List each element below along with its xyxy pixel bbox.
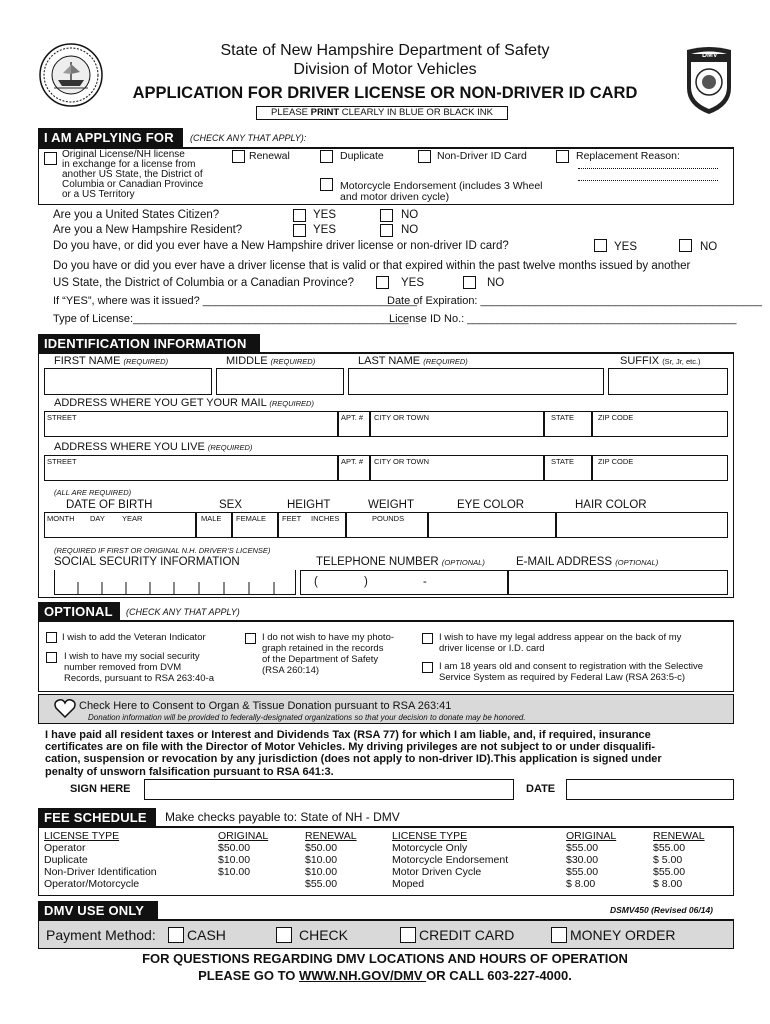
check-label: CHECK <box>299 927 349 943</box>
renewal-checkbox[interactable] <box>232 150 245 163</box>
had-other-yes-label: YES <box>401 277 425 289</box>
fee-right-orig-header: ORIGINAL <box>566 830 617 842</box>
organ-donation-note: Donation information will be provided to federally-designated organizations so that your decision to donate may be honored. <box>88 713 526 722</box>
email-input[interactable] <box>508 570 728 595</box>
applying-hint: (CHECK ANY THAT APPLY): <box>190 133 307 143</box>
ssn-remove-checkbox[interactable] <box>46 652 57 663</box>
original-license-checkbox[interactable] <box>44 152 57 165</box>
fee-left-orig-header: ORIGINAL <box>218 830 269 842</box>
phone-paren-close: ) <box>364 576 368 588</box>
mail-city-label: CITY OR TOWN <box>374 413 430 422</box>
form-number: DSMV450 (Revised 06/14) <box>610 905 713 915</box>
ssn-remove-label: I wish to have my social security number removed from DVM Records, pursuant to RSA 263:40-a <box>64 651 214 684</box>
check-checkbox[interactable] <box>276 927 292 943</box>
mail-zip-label: ZIP CODE <box>598 413 634 422</box>
replacement-reason-line2[interactable] <box>578 180 718 181</box>
had-other-question: Do you have or did you ever have a driver license that is valid or that expired within the past twelve months issued by another <box>53 260 691 272</box>
optional-hint: (CHECK ANY THAT APPLY) <box>126 607 240 617</box>
table-row: Motorcycle Endorsement <box>392 854 509 866</box>
hair-input[interactable] <box>556 512 728 538</box>
form-title: APPLICATION FOR DRIVER LICENSE OR NON-DRIVER ID CARD <box>132 84 638 102</box>
photo-checkbox[interactable] <box>245 633 256 644</box>
where-issued-field[interactable]: If “YES”, where was it issued? ___________________________________ <box>53 295 417 307</box>
optional-bar: OPTIONAL <box>38 602 120 621</box>
live-address-label: ADDRESS WHERE YOU LIVE (REQUIRED) <box>54 441 253 453</box>
dmv-bar: DMV USE ONLY <box>38 901 158 920</box>
fee-right-ren: $55.00 $ 5.00 $55.00 $ 8.00 <box>653 842 686 890</box>
table-row: Non-Driver Identification <box>44 866 157 878</box>
feet-label: FEET <box>282 514 302 523</box>
hair-label: HAIR COLOR <box>575 499 647 511</box>
day-label: DAY <box>90 514 105 523</box>
live-city-label: CITY OR TOWN <box>374 457 430 466</box>
attestation-text: I have paid all resident taxes or Interest and Dividends Tax (RSA 77) for which I am liable, and, if required, insurance certificates are on file with the Director of Motor Vehicles. My driving privileges are not subject to or under disqualifi- cation, suspension or revocation by any jurisdiction (does not apply to non-driver ID).This application is signed under penalty of unsworn falsification pursuant to RSA 641:3. <box>45 729 662 778</box>
motorcycle-checkbox[interactable] <box>320 178 333 191</box>
table-row: Motorcycle Only <box>392 842 468 854</box>
weight-label: WEIGHT <box>368 499 414 511</box>
resident-no-checkbox[interactable] <box>380 224 393 237</box>
resident-yes-label: YES <box>313 224 337 236</box>
selective-service-label: I am 18 years old and consent to registration with the Selective Service System as required by Federal Law (RSA 263:5-c) <box>439 661 704 683</box>
resident-no-label: NO <box>401 224 419 236</box>
organ-heart-checkbox[interactable] <box>54 698 76 718</box>
cash-checkbox[interactable] <box>168 927 184 943</box>
replacement-label: Replacement Reason: <box>576 150 680 162</box>
duplicate-checkbox[interactable] <box>320 150 333 163</box>
resident-yes-checkbox[interactable] <box>293 224 306 237</box>
table-row: Operator <box>44 842 86 854</box>
replacement-checkbox[interactable] <box>556 150 569 163</box>
first-name-label: FIRST NAME (REQUIRED) <box>54 355 169 367</box>
table-row: Operator/Motorcycle <box>44 878 140 890</box>
motorcycle-label: Motorcycle Endorsement (includes 3 Wheel and motor driven cycle) <box>340 180 543 203</box>
cash-label: CASH <box>187 927 226 943</box>
dept-title: State of New Hampshire Department of Safety <box>220 42 550 59</box>
legal-address-checkbox[interactable] <box>422 633 433 644</box>
veteran-label: I wish to add the Veteran Indicator <box>62 632 206 643</box>
year-label: YEAR <box>122 514 143 523</box>
fee-left-orig: $50.00 $10.00 $10.00 <box>218 842 251 878</box>
height-label: HEIGHT <box>287 499 331 511</box>
table-row: Motor Driven Cycle <box>392 866 482 878</box>
live-street-label: STREET <box>47 457 77 466</box>
license-no-field[interactable]: License ID No.: ____________________________________________ <box>389 313 737 325</box>
citizen-yes-checkbox[interactable] <box>293 209 306 222</box>
mail-apt-label: APT. # <box>341 413 364 422</box>
live-state-label: STATE <box>551 457 575 466</box>
last-name-label: LAST NAME (REQUIRED) <box>358 355 468 367</box>
renewal-label: Renewal <box>249 150 290 162</box>
fee-left-ren: $50.00 $10.00 $10.00 $55.00 <box>305 842 338 890</box>
badge-text: DMV <box>702 52 718 59</box>
email-label: E-MAIL ADDRESS (OPTIONAL) <box>516 556 659 568</box>
resident-question: Are you a New Hampshire Resident? <box>53 224 243 236</box>
mail-state-label: STATE <box>551 413 575 422</box>
fee-bar: FEE SCHEDULE <box>38 808 156 827</box>
had-other-no-label: NO <box>487 277 505 289</box>
veteran-checkbox[interactable] <box>46 632 57 643</box>
footer-line2: PLEASE GO TO WWW.NH.GOV/DMV OR CALL 603-227-4000. <box>198 968 572 983</box>
had-nh-yes-checkbox[interactable] <box>594 239 607 252</box>
credit-card-label: CREDIT CARD <box>419 927 515 943</box>
live-street-input[interactable] <box>44 455 338 481</box>
had-other-question-line2: US State, the District of Columbia or a Canadian Province? <box>53 277 355 289</box>
nondriver-label: Non-Driver ID Card <box>437 150 527 162</box>
mail-address-label: ADDRESS WHERE YOU GET YOUR MAIL (REQUIRED) <box>54 397 314 409</box>
eye-label: EYE COLOR <box>457 499 525 511</box>
mail-street-label: STREET <box>47 413 77 422</box>
had-nh-no-label: NO <box>700 241 718 253</box>
fee-left-type-header: LICENSE TYPE <box>44 830 120 842</box>
had-nh-question: Do you have, or did you ever have a New Hampshire driver license or non-driver ID card? <box>53 240 509 252</box>
fee-right-types <box>392 842 508 890</box>
phone-label: TELEPHONE NUMBER (OPTIONAL) <box>316 556 485 568</box>
suffix-input[interactable] <box>608 368 728 395</box>
last-name-input[interactable] <box>348 368 604 395</box>
suffix-label: SUFFIX (Sr, Jr, etc.) <box>620 355 701 367</box>
print-note: PLEASE PRINT CLEARLY IN BLUE OR BLACK INK <box>256 106 508 120</box>
license-type-field[interactable]: Type of License:_____________________________________________ <box>53 313 409 325</box>
table-row: Duplicate <box>44 854 88 866</box>
eye-input[interactable] <box>428 512 556 538</box>
sign-here-label: SIGN HERE <box>70 783 131 795</box>
had-nh-no-checkbox[interactable] <box>679 239 692 252</box>
live-apt-label: APT. # <box>341 457 364 466</box>
photo-label: I do not wish to have my photo- graph retained in the records of the Department of Safety (RSA 260:14) <box>262 632 395 676</box>
ssn-dividers <box>54 582 296 595</box>
middle-name-input[interactable] <box>216 368 344 395</box>
expiration-field[interactable]: Date of Expiration: ______________________________________________ <box>387 295 762 307</box>
division-title: Division of Motor Vehicles <box>293 61 477 78</box>
had-other-yes-checkbox[interactable] <box>376 276 389 289</box>
signature-field[interactable] <box>144 779 514 800</box>
citizen-question: Are you a United States Citizen? <box>53 209 220 221</box>
organ-donation-label: Check Here to Consent to Organ & Tissue Donation pursuant to RSA 263:41 <box>79 700 452 712</box>
phone-dash: - <box>423 576 427 588</box>
live-zip-label: ZIP CODE <box>598 457 634 466</box>
fee-left-types <box>44 842 157 890</box>
money-order-checkbox[interactable] <box>551 927 567 943</box>
phone-paren-open: ( <box>314 576 318 588</box>
checks-payable: Make checks payable to: State of NH - DMV <box>165 810 400 824</box>
credit-card-checkbox[interactable] <box>400 927 416 943</box>
date-field[interactable] <box>566 779 734 800</box>
citizen-no-label: NO <box>401 209 419 221</box>
payment-method-label: Payment Method: <box>46 927 156 943</box>
duplicate-label: Duplicate <box>340 150 384 162</box>
fee-right-ren-header: RENEWAL <box>653 830 705 842</box>
money-order-label: MONEY ORDER <box>570 927 676 943</box>
date-label: DATE <box>526 783 556 795</box>
inches-label: INCHES <box>311 514 340 523</box>
nondriver-checkbox[interactable] <box>418 150 431 163</box>
middle-name-label: MIDDLE (REQUIRED) <box>226 355 316 367</box>
replacement-reason-line1[interactable] <box>578 168 718 169</box>
male-label: MALE <box>201 514 222 523</box>
fee-left-ren-header: RENEWAL <box>305 830 357 842</box>
all-required-note: (ALL ARE REQUIRED) <box>54 488 132 497</box>
dmv-website-link[interactable]: WWW.NH.GOV/DMV <box>299 968 427 983</box>
ident-bar: IDENTIFICATION INFORMATION <box>38 334 260 353</box>
sex-label: SEX <box>219 499 243 511</box>
citizen-no-checkbox[interactable] <box>380 209 393 222</box>
had-other-no-checkbox[interactable] <box>463 276 476 289</box>
ssn-required-note: (REQUIRED IF FIRST OR ORIGINAL N.H. DRIVER’S LICENSE) <box>54 546 271 555</box>
dob-label: DATE OF BIRTH <box>66 499 153 511</box>
phone-input[interactable] <box>300 570 508 595</box>
ssn-label: SOCIAL SECURITY INFORMATION <box>54 556 240 568</box>
legal-address-label: I wish to have my legal address appear on the back of my driver license or I.D. card <box>439 632 682 654</box>
table-row: Moped <box>392 878 425 890</box>
female-label: FEMALE <box>236 514 267 523</box>
citizen-yes-label: YES <box>313 209 337 221</box>
first-name-input[interactable] <box>44 368 212 395</box>
footer-line1: FOR QUESTIONS REGARDING DMV LOCATIONS AND HOURS OF OPERATION <box>142 951 628 966</box>
pounds-label: POUNDS <box>372 514 405 523</box>
original-license-label: Original License/NH license in exchange for a license from another US State, the District of Columbia or Canadian Province or a US Territory <box>62 149 204 200</box>
fee-right-type-header: LICENSE TYPE <box>392 830 468 842</box>
fee-right-orig: $55.00 $30.00 $55.00 $ 8.00 <box>566 842 599 890</box>
selective-service-checkbox[interactable] <box>422 662 433 673</box>
had-nh-yes-label: YES <box>614 241 638 253</box>
applying-bar: I AM APPLYING FOR <box>38 128 183 148</box>
month-label: MONTH <box>47 514 75 523</box>
mail-street-input[interactable] <box>44 411 338 437</box>
